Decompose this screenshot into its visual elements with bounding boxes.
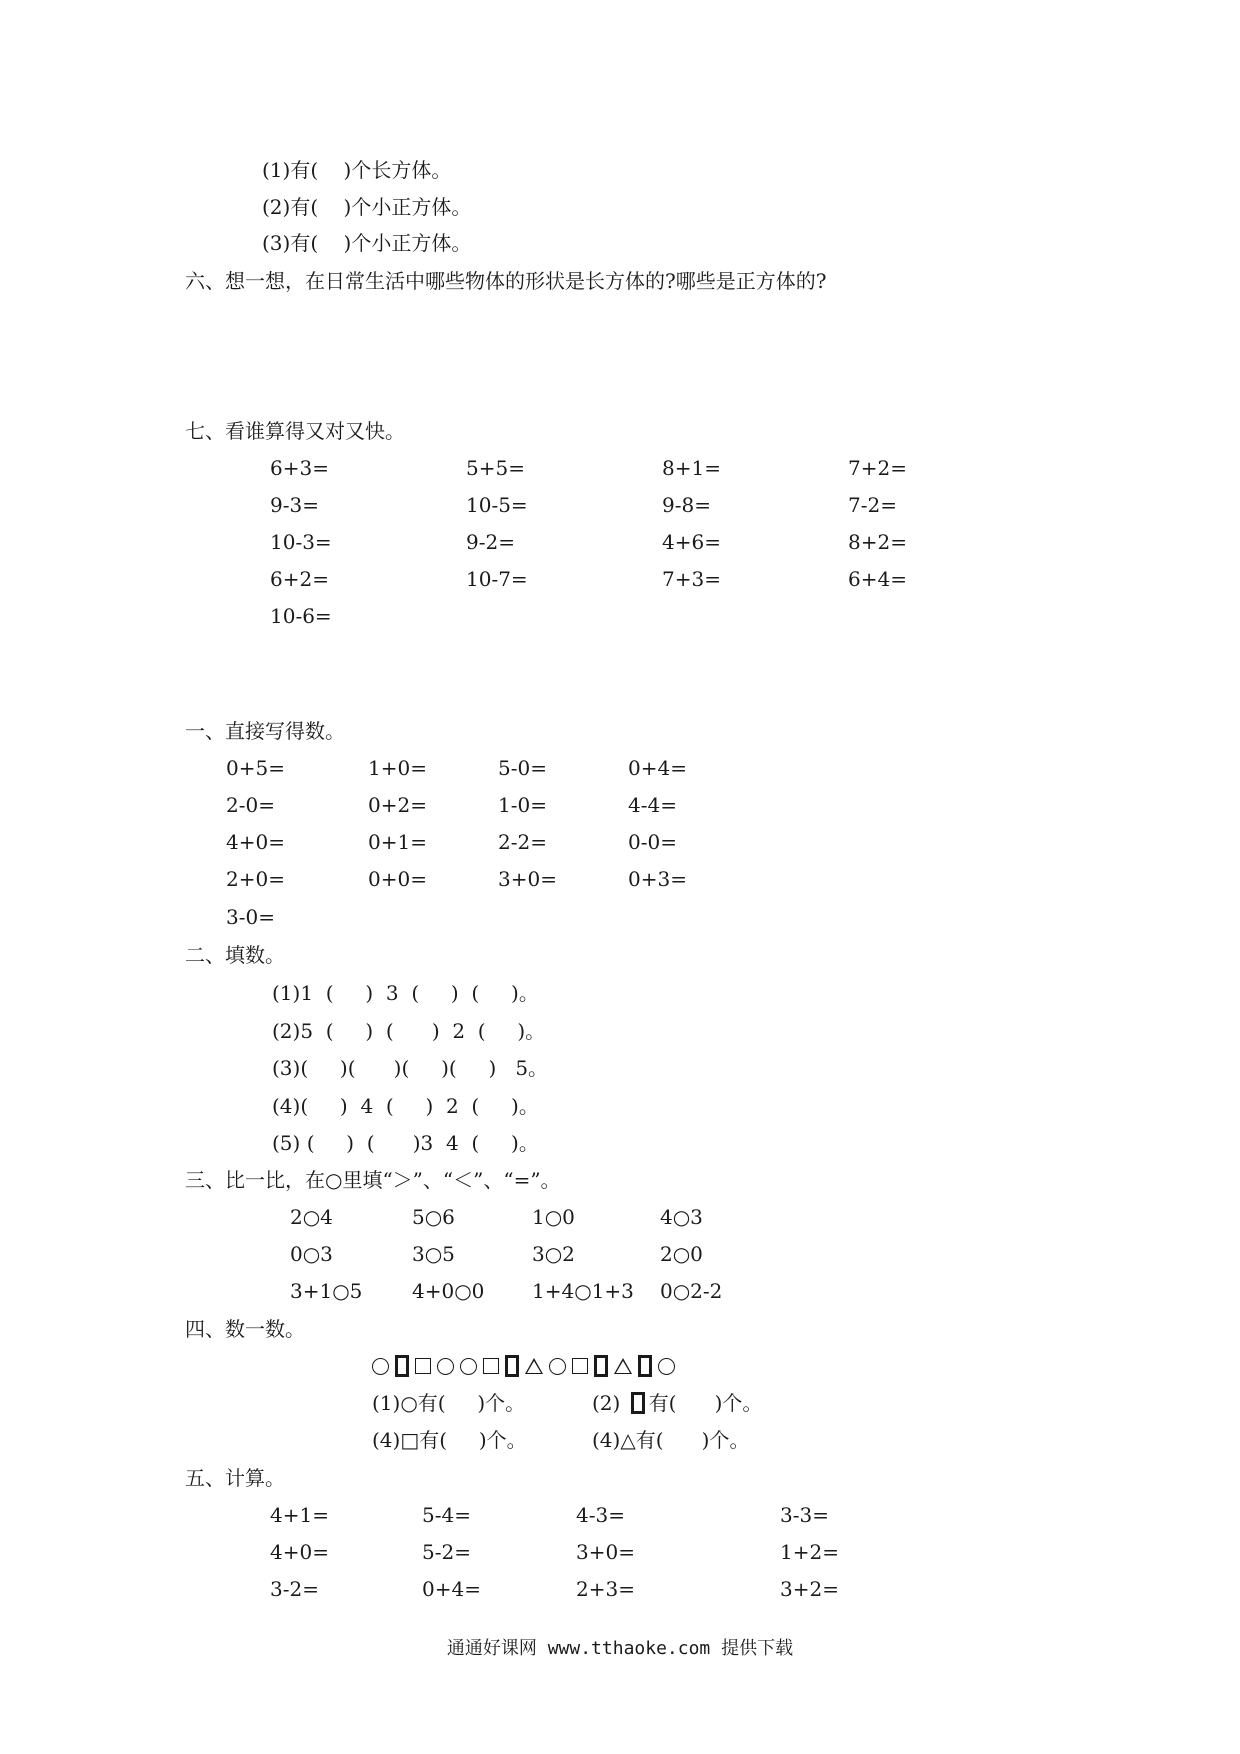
section-7-equation: 8+1=: [662, 456, 721, 480]
section-3-equation: 0○2-2: [660, 1279, 723, 1303]
section-5-equation: 5-2=: [422, 1540, 471, 1564]
section-2-title: 二、填数。: [185, 943, 285, 967]
count-circle-question: (1)○有( )个。: [372, 1391, 526, 1415]
square-icon: [572, 1358, 588, 1374]
section-7-equation: 5+5=: [466, 456, 525, 480]
section-3-equation: 4○3: [660, 1205, 703, 1229]
section-1-equation: 0+1=: [368, 830, 427, 854]
section-3-equation: 3○2: [532, 1242, 575, 1266]
section-5-equation: 3-3=: [780, 1503, 829, 1527]
section-7-equation: 9-2=: [466, 530, 515, 554]
section-7-equation: 6+4=: [848, 567, 907, 591]
circle-icon: [372, 1358, 389, 1375]
section-3-title: 三、比一比，在○里填“＞”、“＜”、“=”。: [185, 1168, 561, 1192]
fill-sequence-3: (3)( )( )( )( ) 5。: [272, 1056, 549, 1080]
section-5-equation: 4-3=: [576, 1503, 625, 1527]
circle-icon: [658, 1358, 675, 1375]
section-3-equation: 0○3: [290, 1242, 333, 1266]
section-7-equation: 7-2=: [848, 493, 897, 517]
rect-icon: [638, 1355, 652, 1377]
fill-sequence-4: (4)( ) 4 ( ) 2 ( )。: [272, 1094, 539, 1118]
section-1-equation: 1+0=: [368, 756, 427, 780]
section-1-equation: 0+2=: [368, 793, 427, 817]
triangle-icon: [614, 1358, 632, 1374]
section-7-equation: 8+2=: [848, 530, 907, 554]
section-7-equation: 10-3=: [270, 530, 332, 554]
section-5-equation: 1+2=: [780, 1540, 839, 1564]
count-triangle-question: (4)△有( )个。: [592, 1428, 750, 1452]
circle-icon: [460, 1358, 477, 1375]
count-square-question: (4)□有( )个。: [372, 1428, 527, 1452]
section-5-equation: 0+4=: [422, 1577, 481, 1601]
section-5-equation: 5-4=: [422, 1503, 471, 1527]
section-7-equation: 9-3=: [270, 493, 319, 517]
section-5-equation: 2+3=: [576, 1577, 635, 1601]
section-4-title: 四、数一数。: [185, 1317, 305, 1341]
section-5-equation: 3+2=: [780, 1577, 839, 1601]
section-7-equation: 10-7=: [466, 567, 528, 591]
square-icon: [483, 1358, 499, 1374]
section-5-equation: 4+0=: [270, 1540, 329, 1564]
fill-sequence-1: (1)1 ( ) 3 ( ) ( )。: [272, 981, 539, 1005]
section-5-title: 五、计算。: [185, 1466, 285, 1490]
section-5-equation: 3+0=: [576, 1540, 635, 1564]
section-1-equation: 0+0=: [368, 867, 427, 891]
section-1-equation: 0-0=: [628, 830, 677, 854]
rect-icon: [395, 1355, 409, 1377]
section-7-equation: 6+3=: [270, 456, 329, 480]
section-1-equation: 0+3=: [628, 867, 687, 891]
square-icon: [415, 1358, 431, 1374]
section-7-equation: 4+6=: [662, 530, 721, 554]
section-7-title: 七、看谁算得又对又快。: [185, 419, 405, 443]
section-3-equation: 2○0: [660, 1242, 703, 1266]
section-7-equation: 6+2=: [270, 567, 329, 591]
cube-question-1: (1)有( )个长方体。: [262, 158, 452, 182]
rect-icon: [505, 1355, 519, 1377]
section-3-equation: 3○5: [412, 1242, 455, 1266]
section-7-equation: 7+3=: [662, 567, 721, 591]
section-5-equation: 4+1=: [270, 1503, 329, 1527]
section-1-equation: 2-2=: [498, 830, 547, 854]
circle-icon: [549, 1358, 566, 1375]
section-7-equation: 9-8=: [662, 493, 711, 517]
count-rect-question: (2) 有( )个。: [592, 1391, 763, 1415]
section-3-equation: 1+4○1+3: [532, 1279, 634, 1303]
section-1-equation: 0+4=: [628, 756, 687, 780]
fill-sequence-2: (2)5 ( ) ( ) 2 ( )。: [272, 1019, 546, 1043]
section-1-equation: 3-0=: [226, 905, 275, 929]
section-1-equation: 1-0=: [498, 793, 547, 817]
fill-sequence-5: (5) ( ) ( )3 4 ( )。: [272, 1131, 539, 1155]
section-1-equation: 2+0=: [226, 867, 285, 891]
cube-question-3: (3)有( )个小正方体。: [262, 231, 472, 255]
section-1-equation: 5-0=: [498, 756, 547, 780]
section-7-equation: 7+2=: [848, 456, 907, 480]
rect-icon: [631, 1392, 645, 1414]
section-1-equation: 3+0=: [498, 867, 557, 891]
section-3-equation: 4+0○0: [412, 1279, 485, 1303]
shape-sequence: [372, 1352, 675, 1380]
section-3-equation: 2○4: [290, 1205, 333, 1229]
section-3-equation: 5○6: [412, 1205, 455, 1229]
section-6-title: 六、想一想，在日常生活中哪些物体的形状是长方体的?哪些是正方体的?: [185, 269, 827, 293]
circle-icon: [437, 1358, 454, 1375]
section-1-equation: 4-4=: [628, 793, 677, 817]
rect-icon: [594, 1355, 608, 1377]
section-3-equation: 1○0: [532, 1205, 575, 1229]
section-1-equation: 0+5=: [226, 756, 285, 780]
section-1-equation: 4+0=: [226, 830, 285, 854]
cube-question-2: (2)有( )个小正方体。: [262, 195, 472, 219]
footer-download-note: 通通好课网 www.tthaoke.com 提供下载: [446, 1638, 794, 1659]
section-3-equation: 3+1○5: [290, 1279, 363, 1303]
section-7-equation: 10-6=: [270, 604, 332, 628]
triangle-icon: [525, 1358, 543, 1374]
section-5-equation: 3-2=: [270, 1577, 319, 1601]
section-1-title: 一、直接写得数。: [185, 719, 345, 743]
section-7-equation: 10-5=: [466, 493, 528, 517]
section-1-equation: 2-0=: [226, 793, 275, 817]
